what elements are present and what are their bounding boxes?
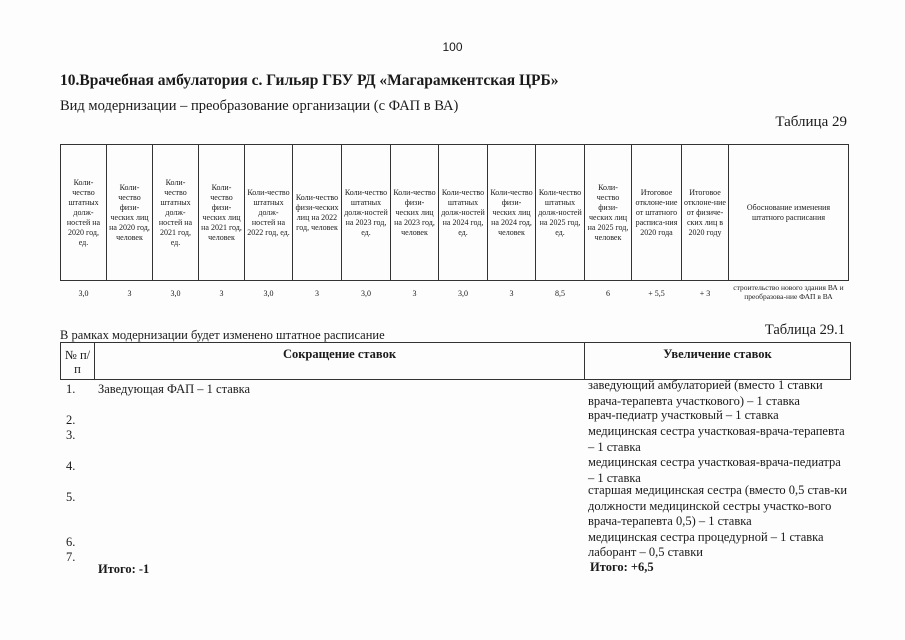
header-cell: Итоговое отклоне-ние от штатного расписа-ния 2020 года bbox=[632, 145, 682, 281]
header-cell: Коли-чество физи-ческих лиц на 2023 год, человек bbox=[391, 145, 439, 281]
header-cell: Коли-чество штатных долж-ностей на 2024 год, ед. bbox=[439, 145, 488, 281]
header-cell: Коли-чество физи-ческих лиц на 2025 год, человек bbox=[585, 145, 632, 281]
value-cell: 3,0 bbox=[458, 289, 468, 298]
total-reduction: Итого: -1 bbox=[98, 562, 150, 576]
increase-item: медицинская сестра участковая-врача-педиатра – 1 ставка bbox=[588, 455, 841, 485]
table-caption: Таблица 29.1 bbox=[764, 322, 845, 338]
value-cell: 3,0 bbox=[170, 289, 181, 298]
row-number: 5. bbox=[66, 490, 76, 504]
value-cell: 3,0 bbox=[361, 289, 371, 298]
total-increase: Итого: +6,5 bbox=[590, 560, 654, 574]
header-cell: Коли-чество штатных долж-ностей на 2021 год, ед. bbox=[153, 145, 199, 281]
header-increase: Увеличение ставок bbox=[585, 343, 851, 380]
increase-item: старшая медицинская сестра (вместо 0,5 став-ки должности медицинской сестры участко-вого врача-терапевта 0,5) – 1 ставка bbox=[588, 483, 848, 528]
reduction-item: Заведующая ФАП – 1 ставка bbox=[98, 382, 251, 396]
header-cell: Коли-чество штатных долж-ностей на 2023 год, ед. bbox=[342, 145, 391, 281]
table-header-row bbox=[61, 145, 849, 281]
subtitle: Вид модернизации – преобразование организации (с ФАП в ВА) bbox=[60, 98, 459, 114]
value-cell: 8,5 bbox=[555, 289, 565, 298]
value-cell: 3 bbox=[509, 289, 514, 298]
header-cell: Коли-чество физи-ческих лиц на 2021 год, человек bbox=[199, 145, 245, 281]
increase-item: лаборант – 0,5 ставки bbox=[588, 545, 703, 559]
value-cell: 6 bbox=[606, 289, 610, 298]
increase-item: врач-педиатр участковый – 1 ставка bbox=[588, 408, 779, 422]
header-reduction: Сокращение ставок bbox=[95, 343, 585, 380]
header-cell: Коли-чество физи-ческих лиц на 2022 год, человек bbox=[293, 145, 342, 281]
intro-text: В рамках модернизации будет изменено штатное расписание bbox=[60, 328, 385, 342]
header-cell: Коли-чество штатных долж-ностей на 2025 год, ед. bbox=[536, 145, 585, 281]
value-cell: 3,0 bbox=[263, 289, 274, 298]
increase-item: медицинская сестра участковая-врача-терапевта – 1 ставка bbox=[588, 424, 845, 454]
value-cell: 3 bbox=[412, 289, 417, 298]
staffing-table bbox=[60, 144, 849, 323]
table-caption: Таблица 29 bbox=[775, 114, 847, 130]
changes-table-header bbox=[60, 342, 851, 380]
justification-cell: строительство нового здания ВА и преобразова-ние ФАП в ВА bbox=[733, 283, 844, 301]
value-cell: 3 bbox=[315, 289, 319, 298]
increase-item: заведующий амбулаторией (вместо 1 ставки врача-терапевта участкового) – 1 ставка bbox=[588, 378, 823, 408]
row-number: 2. bbox=[66, 413, 76, 427]
value-cell: + 5,5 bbox=[648, 289, 665, 298]
header-cell: Итоговое отклоне-ние от физиче-ских лиц в 2020 году bbox=[682, 145, 729, 281]
row-number: 1. bbox=[66, 382, 76, 396]
row-number: 6. bbox=[66, 535, 76, 549]
value-cell: 3 bbox=[127, 289, 132, 298]
value-cell: 3 bbox=[219, 289, 224, 298]
header-cell: Коли-чество штатных долж-ностей на 2020 год, ед. bbox=[61, 145, 107, 281]
value-cell: 3,0 bbox=[78, 289, 89, 298]
row-number: 7. bbox=[66, 550, 76, 564]
header-num: № п/п bbox=[61, 343, 95, 380]
page-number: 100 bbox=[442, 40, 463, 54]
increase-item: медицинская сестра процедурной – 1 ставка bbox=[588, 530, 824, 544]
row-number: 3. bbox=[66, 428, 76, 442]
header-cell: Коли-чество физи-ческих лиц на 2024 год, человек bbox=[488, 145, 536, 281]
header-cell: Обоснование изменения штатного расписания bbox=[729, 145, 849, 281]
header-cell: Коли-чество штатных долж-ностей на 2022 год, ед. bbox=[245, 145, 293, 281]
value-cell: + 3 bbox=[699, 289, 711, 298]
table-values-row bbox=[61, 281, 849, 324]
row-number: 4. bbox=[66, 459, 76, 473]
header-cell: Коли-чество физи-ческих лиц на 2020 год, человек bbox=[107, 145, 153, 281]
section-title: 10.Врачебная амбулатория с. Гильяр ГБУ РД «Магарамкентская ЦРБ» bbox=[60, 72, 559, 89]
